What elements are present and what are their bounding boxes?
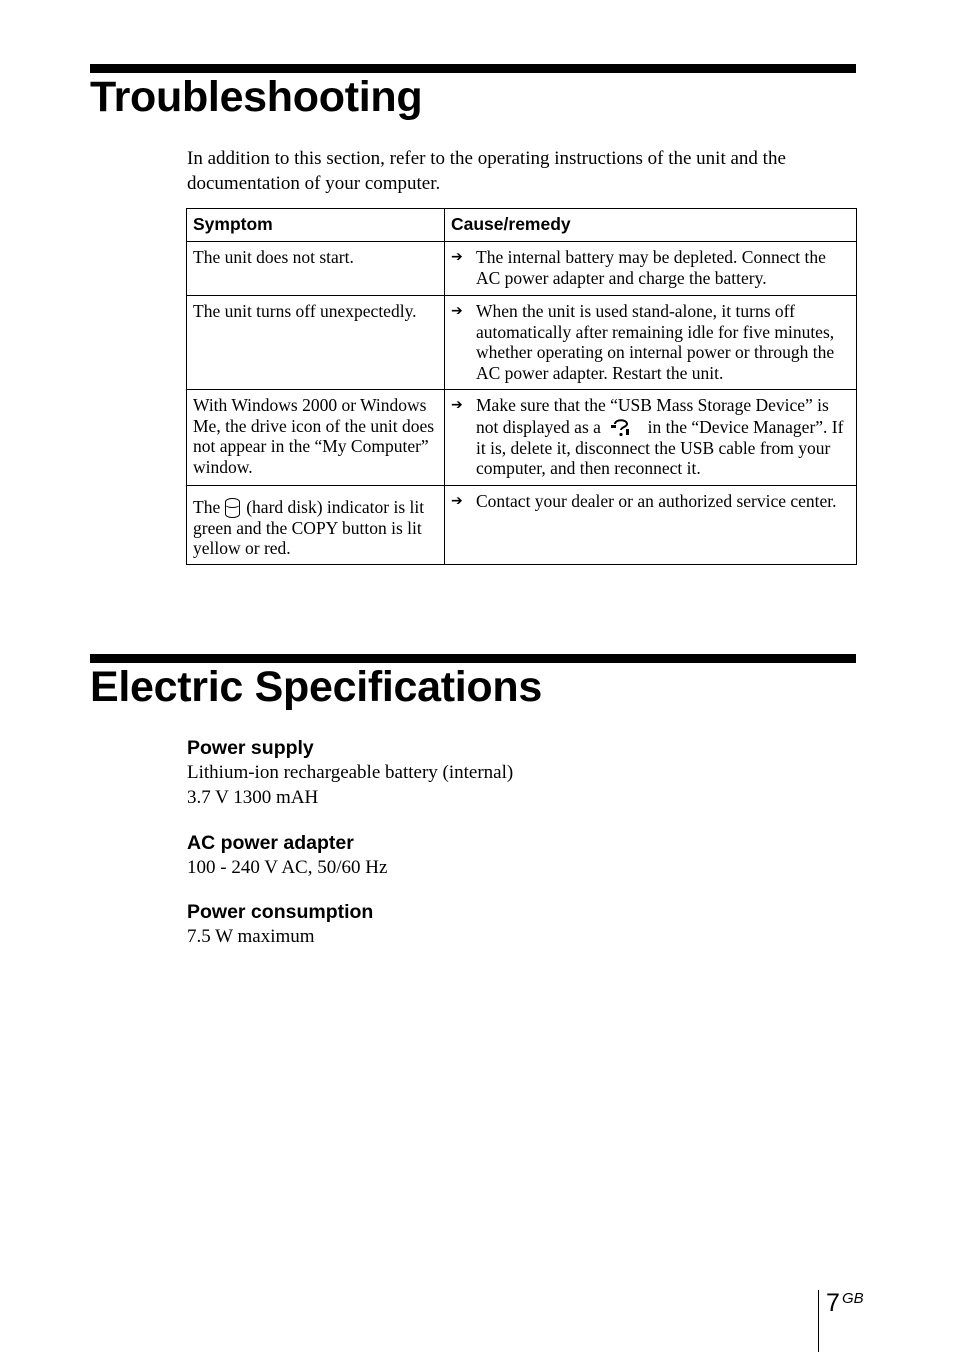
table-row [187, 242, 857, 296]
symptom-text-after-icon: (hard disk) indicator is lit green and the COPY button is lit yellow or red. [193, 496, 425, 558]
symptom-text-before-icon: The [193, 496, 221, 517]
remedy-text: Contact your dealer or an authorized service center. [476, 490, 837, 511]
arrow-right-icon: ➔ [451, 397, 463, 413]
symptom-cell: The unit turns off unexpectedly. [187, 296, 445, 390]
hard-disk-icon [225, 498, 240, 518]
symptom-cell: With Windows 2000 or Windows Me, the drive icon of the unit does not appear in the “My Computer” window. [187, 390, 445, 486]
section-rule-troubleshooting [90, 64, 856, 73]
question-mark-device-icon [609, 416, 633, 438]
spec-value: 7.5 W maximum [187, 926, 315, 947]
spec-power-supply [187, 736, 513, 810]
spec-ac-power-adapter [187, 831, 387, 880]
troubleshooting-intro: In addition to this section, refer to the operating instructions of the unit and the documentation of your computer. [187, 148, 786, 194]
page-margin-line [818, 1290, 819, 1352]
remedy-text: The internal battery may be depleted. Connect the AC power adapter and charge the battery. [476, 247, 826, 288]
spec-value: 100 - 240 V AC, 50/60 Hz [187, 857, 388, 878]
arrow-right-icon: ➔ [451, 303, 463, 319]
troubleshooting-table [186, 208, 857, 565]
symptom-cell: The unit does not start. [187, 242, 445, 296]
arrow-right-icon: ➔ [451, 249, 463, 265]
remedy-cell [445, 390, 857, 486]
column-header-symptom: Symptom [187, 209, 445, 242]
spec-heading: Power consumption [187, 901, 374, 923]
specifications-title: Electric Specifications [90, 663, 542, 711]
remedy-cell [445, 485, 857, 564]
troubleshooting-title: Troubleshooting [90, 73, 423, 121]
symptom-cell [187, 485, 445, 564]
remedy-cell [445, 296, 857, 390]
spec-value: 3.7 V 1300 mAH [187, 787, 319, 808]
section-rule-specifications [90, 654, 856, 663]
remedy-cell [445, 242, 857, 296]
spec-value: Lithium-ion rechargeable battery (internal) [187, 762, 514, 783]
page-number: 7 [826, 1289, 840, 1317]
page-number-suffix: GB [842, 1290, 864, 1307]
remedy-text: When the unit is used stand-alone, it turns off automatically after remaining idle for five minutes, whether operating on internal power or through the AC power adapter. Restart the unit. [476, 301, 835, 383]
table-row [187, 296, 857, 390]
arrow-right-icon: ➔ [451, 492, 463, 509]
column-header-cause-remedy: Cause/remedy [445, 209, 857, 242]
table-row [187, 390, 857, 486]
spec-heading: AC power adapter [187, 832, 354, 854]
table-header-row [187, 209, 857, 242]
spec-heading: Power supply [187, 737, 314, 759]
remedy-text-before-icon: Make sure that the “USB Mass Storage Device” is not displayed as a [476, 395, 829, 437]
remedy-text-after-icon: in the “Device Manager”. If it is, delete it, disconnect the USB cable from your computer, and then reconnect it. [476, 416, 844, 478]
spec-power-consumption [187, 900, 373, 949]
table-row [187, 485, 857, 564]
